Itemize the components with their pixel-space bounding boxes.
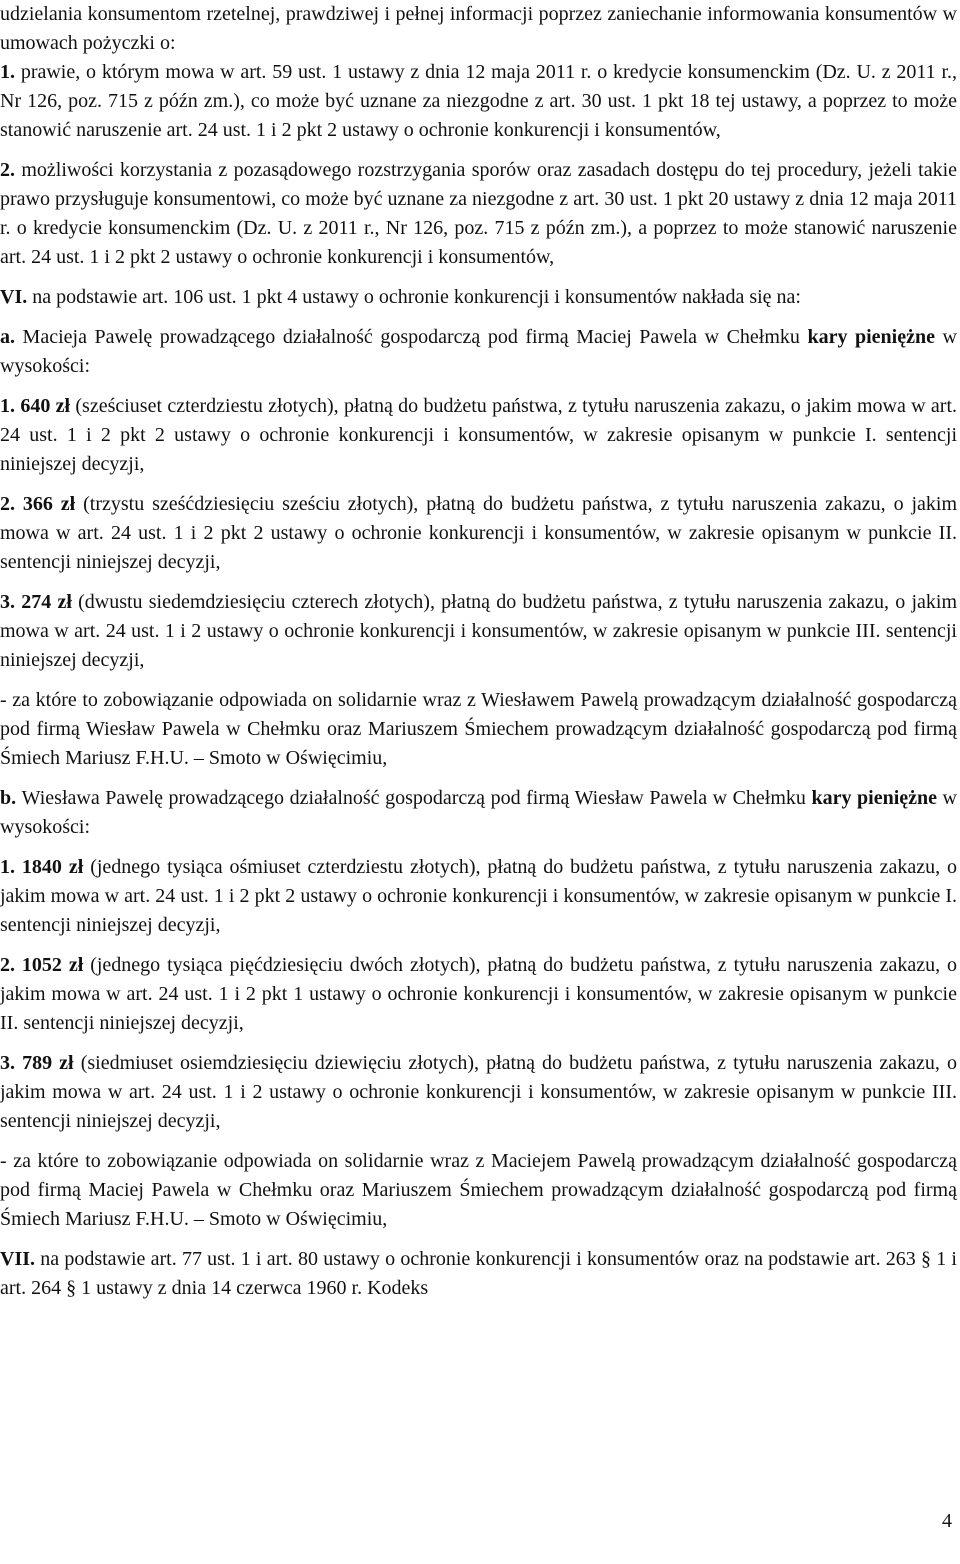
text-run: (trzystu sześćdziesięciu sześciu złotych), płatną do budżetu państwa, z tytułu naruszenia zakazu, o jakim mowa w art. 24 ust. 1 i 2 pkt 2 ustawy o ochronie konkurencji i konsumentów, w zakresie opisanym w punkcie II. sentencji niniejszej decyzji, [0, 493, 958, 573]
page-number: 4 [942, 1510, 952, 1532]
bold-text: 3. [0, 591, 22, 613]
bold-text: b. [0, 787, 22, 809]
bold-text: 640 zł [20, 395, 71, 417]
bold-text: kary pieniężne [811, 787, 937, 809]
text-run: (dwustu siedemdziesięciu czterech złotych), płatną do budżetu państwa, z tytułu naruszenia zakazu, o jakim mowa w art. 24 ust. 1 i 2 ustawy o ochronie konkurencji i konsumentów, w zakresie opisanym w punkcie III. sentencji niniejszej decyzji, [0, 591, 958, 671]
bold-text: a. [0, 326, 23, 348]
text-run: Wiesława Pawelę prowadzącego działalność gospodarczą pod firmą Wiesław Pawela w Chełmku [21, 787, 812, 809]
paragraph-intro [0, 0, 957, 58]
text-run: (jednego tysiąca pięćdziesięciu dwóch złotych), płatną do budżetu państwa, z tytułu naruszenia zakazu, o jakim mowa w art. 24 ust. 1 i 2 pkt 1 ustawy o ochronie konkurencji i konsumentów, w zakresie opisanym w punkcie II. sentencji niniejszej decyzji, [0, 954, 957, 1034]
bold-text: VI. [0, 286, 33, 308]
bold-text: kary pieniężne [807, 326, 935, 348]
bold-text: 2. [0, 493, 23, 515]
paragraph-vi-a-2 [0, 490, 957, 577]
bold-text: VII. [0, 1248, 41, 1270]
text-run: (jednego tysiąca ośmiuset czterdziestu złotych), płatną do budżetu państwa, z tytułu naruszenia zakazu, o jakim mowa w art. 24 ust. 1 i 2 pkt 2 ustawy o ochronie konkurencji i konsumentów, w zakresie opisanym w punkcie I. sentencji niniejszej decyzji, [0, 856, 958, 936]
text-run: (siedmiuset osiemdziesięciu dziewięciu złotych), płatną do budżetu państwa, z tytułu naruszenia zakazu, o jakim mowa w art. 24 ust. 1 i 2 ustawy o ochronie konkurencji i konsumentów, w zakresie opisanym w punkcie III. sentencji niniejszej decyzji, [0, 1052, 958, 1132]
bold-text: 1840 zł [21, 856, 84, 878]
paragraph-vi-a [0, 323, 957, 381]
text-run: na podstawie art. 106 ust. 1 pkt 4 ustawy o ochronie konkurencji i konsumentów nakłada się na: [32, 286, 801, 308]
paragraph-vi-b [0, 784, 957, 842]
bold-text: 789 zł [22, 1052, 74, 1074]
text-run: prawie, o którym mowa w art. 59 ust. 1 ustawy z dnia 12 maja 2011 r. o kredycie konsumenckim (Dz. U. z 2011 r., Nr 126, poz. 715 z późn zm.), co może być uznane za niezgodne z art. 30 ust. 1 pkt 18 tej ustawy, a poprzez to może stanowić naruszenie art. 24 ust. 1 i 2 pkt 2 ustawy o ochronie konkurencji i konsumentów, [0, 61, 958, 141]
paragraph-section-vi [0, 283, 957, 312]
paragraph-vi-b-solidarity [0, 1147, 957, 1234]
paragraph-vi-b-2 [0, 951, 957, 1038]
bold-text: 2. [0, 159, 22, 181]
text-run: Macieja Pawelę prowadzącego działalność gospodarczą pod firmą Maciej Pawela w Chełmku [22, 326, 808, 348]
text-run: udzielania konsumentom rzetelnej, prawdziwej i pełnej informacji poprzez zaniechanie informowania konsumentów w umowach pożyczki o: [0, 3, 957, 54]
text-run: możliwości korzystania z pozasądowego rozstrzygania sporów oraz zasadach dostępu do tej procedury, jeżeli takie prawo przysługuje konsumentowi, co może być uznane za niezgodne z art. 30 ust. 1 pkt 20 ustawy z dnia 12 maja 2011 r. o kredycie konsumenckim (Dz. U. z 2011 r., Nr 126, poz. 715 z późn zm.), a poprzez to może stanowić naruszenie art. 24 ust. 1 i 2 pkt 2 ustawy o ochronie konkurencji i konsumentów, [0, 159, 958, 268]
paragraph-vi-b-1 [0, 853, 957, 940]
paragraph-intro-1 [0, 58, 957, 145]
text-run: - za które to zobowiązanie odpowiada on solidarnie wraz z Maciejem Pawelą prowadzącym działalność gospodarczą pod firmą Maciej Pawela w Chełmku oraz Mariuszem Śmiechem prowadzącym działalność gospodarczą pod firmą Śmiech Mariusz F.H.U. – Smoto w Oświęcimiu, [0, 1150, 957, 1230]
text-run: w wysokości: [0, 326, 957, 377]
bold-text: 274 zł [21, 591, 72, 613]
text-run: na podstawie art. 77 ust. 1 i art. 80 ustawy o ochronie konkurencji i konsumentów oraz na podstawie art. 263 § 1 i art. 264 § 1 ustawy z dnia 14 czerwca 1960 r. Kodeks [0, 1248, 957, 1299]
paragraph-vi-a-3 [0, 588, 957, 675]
paragraph-vi-b-3 [0, 1049, 957, 1136]
bold-text: 1. [0, 395, 21, 417]
paragraph-intro-2 [0, 156, 957, 272]
text-run: - za które to zobowiązanie odpowiada on solidarnie wraz z Wiesławem Pawelą prowadzącym działalność gospodarczą pod firmą Wiesław Pawela w Chełmku oraz Mariuszem Śmiechem prowadzącym działalność gospodarczą pod firmą Śmiech Mariusz F.H.U. – Smoto w Oświęcimiu, [0, 689, 957, 769]
bold-text: 3. [0, 1052, 23, 1074]
paragraph-vi-a-1 [0, 392, 957, 479]
text-run: w wysokości: [0, 787, 957, 838]
bold-text: 1. [0, 61, 21, 83]
bold-text: 1. [0, 856, 22, 878]
paragraph-section-vii [0, 1245, 957, 1303]
paragraph-vi-a-solidarity [0, 686, 957, 773]
bold-text: 2. [0, 954, 22, 976]
bold-text: 1052 zł [21, 954, 84, 976]
bold-text: 366 zł [22, 493, 76, 515]
text-run: (sześciuset czterdziestu złotych), płatną do budżetu państwa, z tytułu naruszenia zakazu, o jakim mowa w art. 24 ust. 1 i 2 pkt 2 ustawy o ochronie konkurencji i konsumentów, w zakresie opisanym w punkcie I. sentencji niniejszej decyzji, [0, 395, 958, 475]
